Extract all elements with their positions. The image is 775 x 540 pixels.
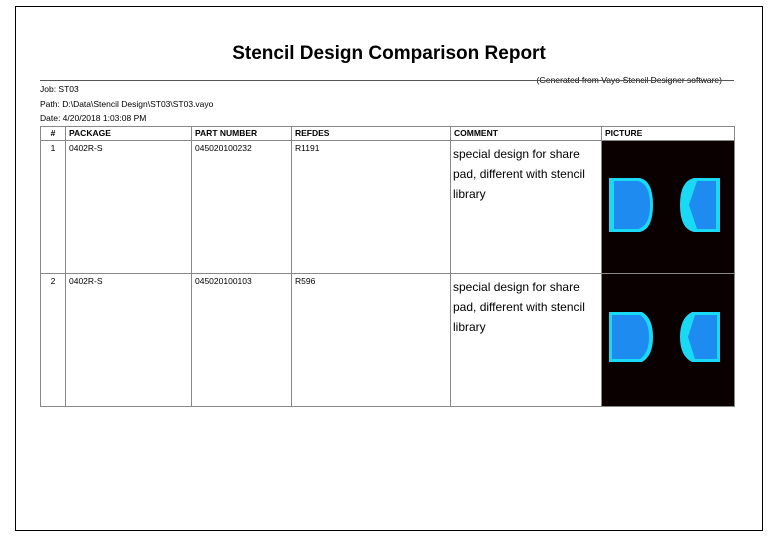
stencil-pad-image: [602, 274, 735, 406]
report-subtitle: (Generated from Vayo-Stencil Designer software): [536, 75, 722, 85]
refdes-cell: R596: [292, 274, 451, 407]
table-row: [41, 141, 735, 274]
path-label: Path: D:\Data\Stencil Design\ST03\ST03.vayo: [40, 99, 214, 109]
comment-cell: special design for share pad, different with stencil library: [451, 274, 602, 407]
col-header-number: #: [41, 127, 66, 141]
col-header-picture: PICTURE: [602, 127, 735, 141]
refdes-cell: R1191: [292, 141, 451, 274]
stencil-pad-image: [602, 141, 735, 273]
col-header-comment: COMMENT: [451, 127, 602, 141]
part-number-cell: 045020100232: [192, 141, 292, 274]
col-header-part-number: PART NUMBER: [192, 127, 292, 141]
table-header-row: [41, 127, 735, 141]
job-label: Job: ST03: [40, 84, 79, 94]
table-row: [41, 274, 735, 407]
part-number-cell: 045020100103: [192, 274, 292, 407]
report-title: Stencil Design Comparison Report: [232, 43, 546, 64]
header-divider: [40, 80, 734, 81]
row-number: 2: [41, 274, 66, 407]
left-pad-inner: [612, 315, 649, 359]
comparison-table: [40, 126, 735, 407]
col-header-package: PACKAGE: [66, 127, 192, 141]
picture-cell: [602, 141, 735, 274]
row-number: 1: [41, 141, 66, 274]
package-cell: 0402R-S: [66, 141, 192, 274]
left-pad-inner: [614, 181, 650, 229]
col-header-refdes: REFDES: [292, 127, 451, 141]
date-label: Date: 4/20/2018 1:03:08 PM: [40, 113, 147, 123]
comment-cell: special design for share pad, different with stencil library: [451, 141, 602, 274]
picture-cell: [602, 274, 735, 407]
package-cell: 0402R-S: [66, 274, 192, 407]
